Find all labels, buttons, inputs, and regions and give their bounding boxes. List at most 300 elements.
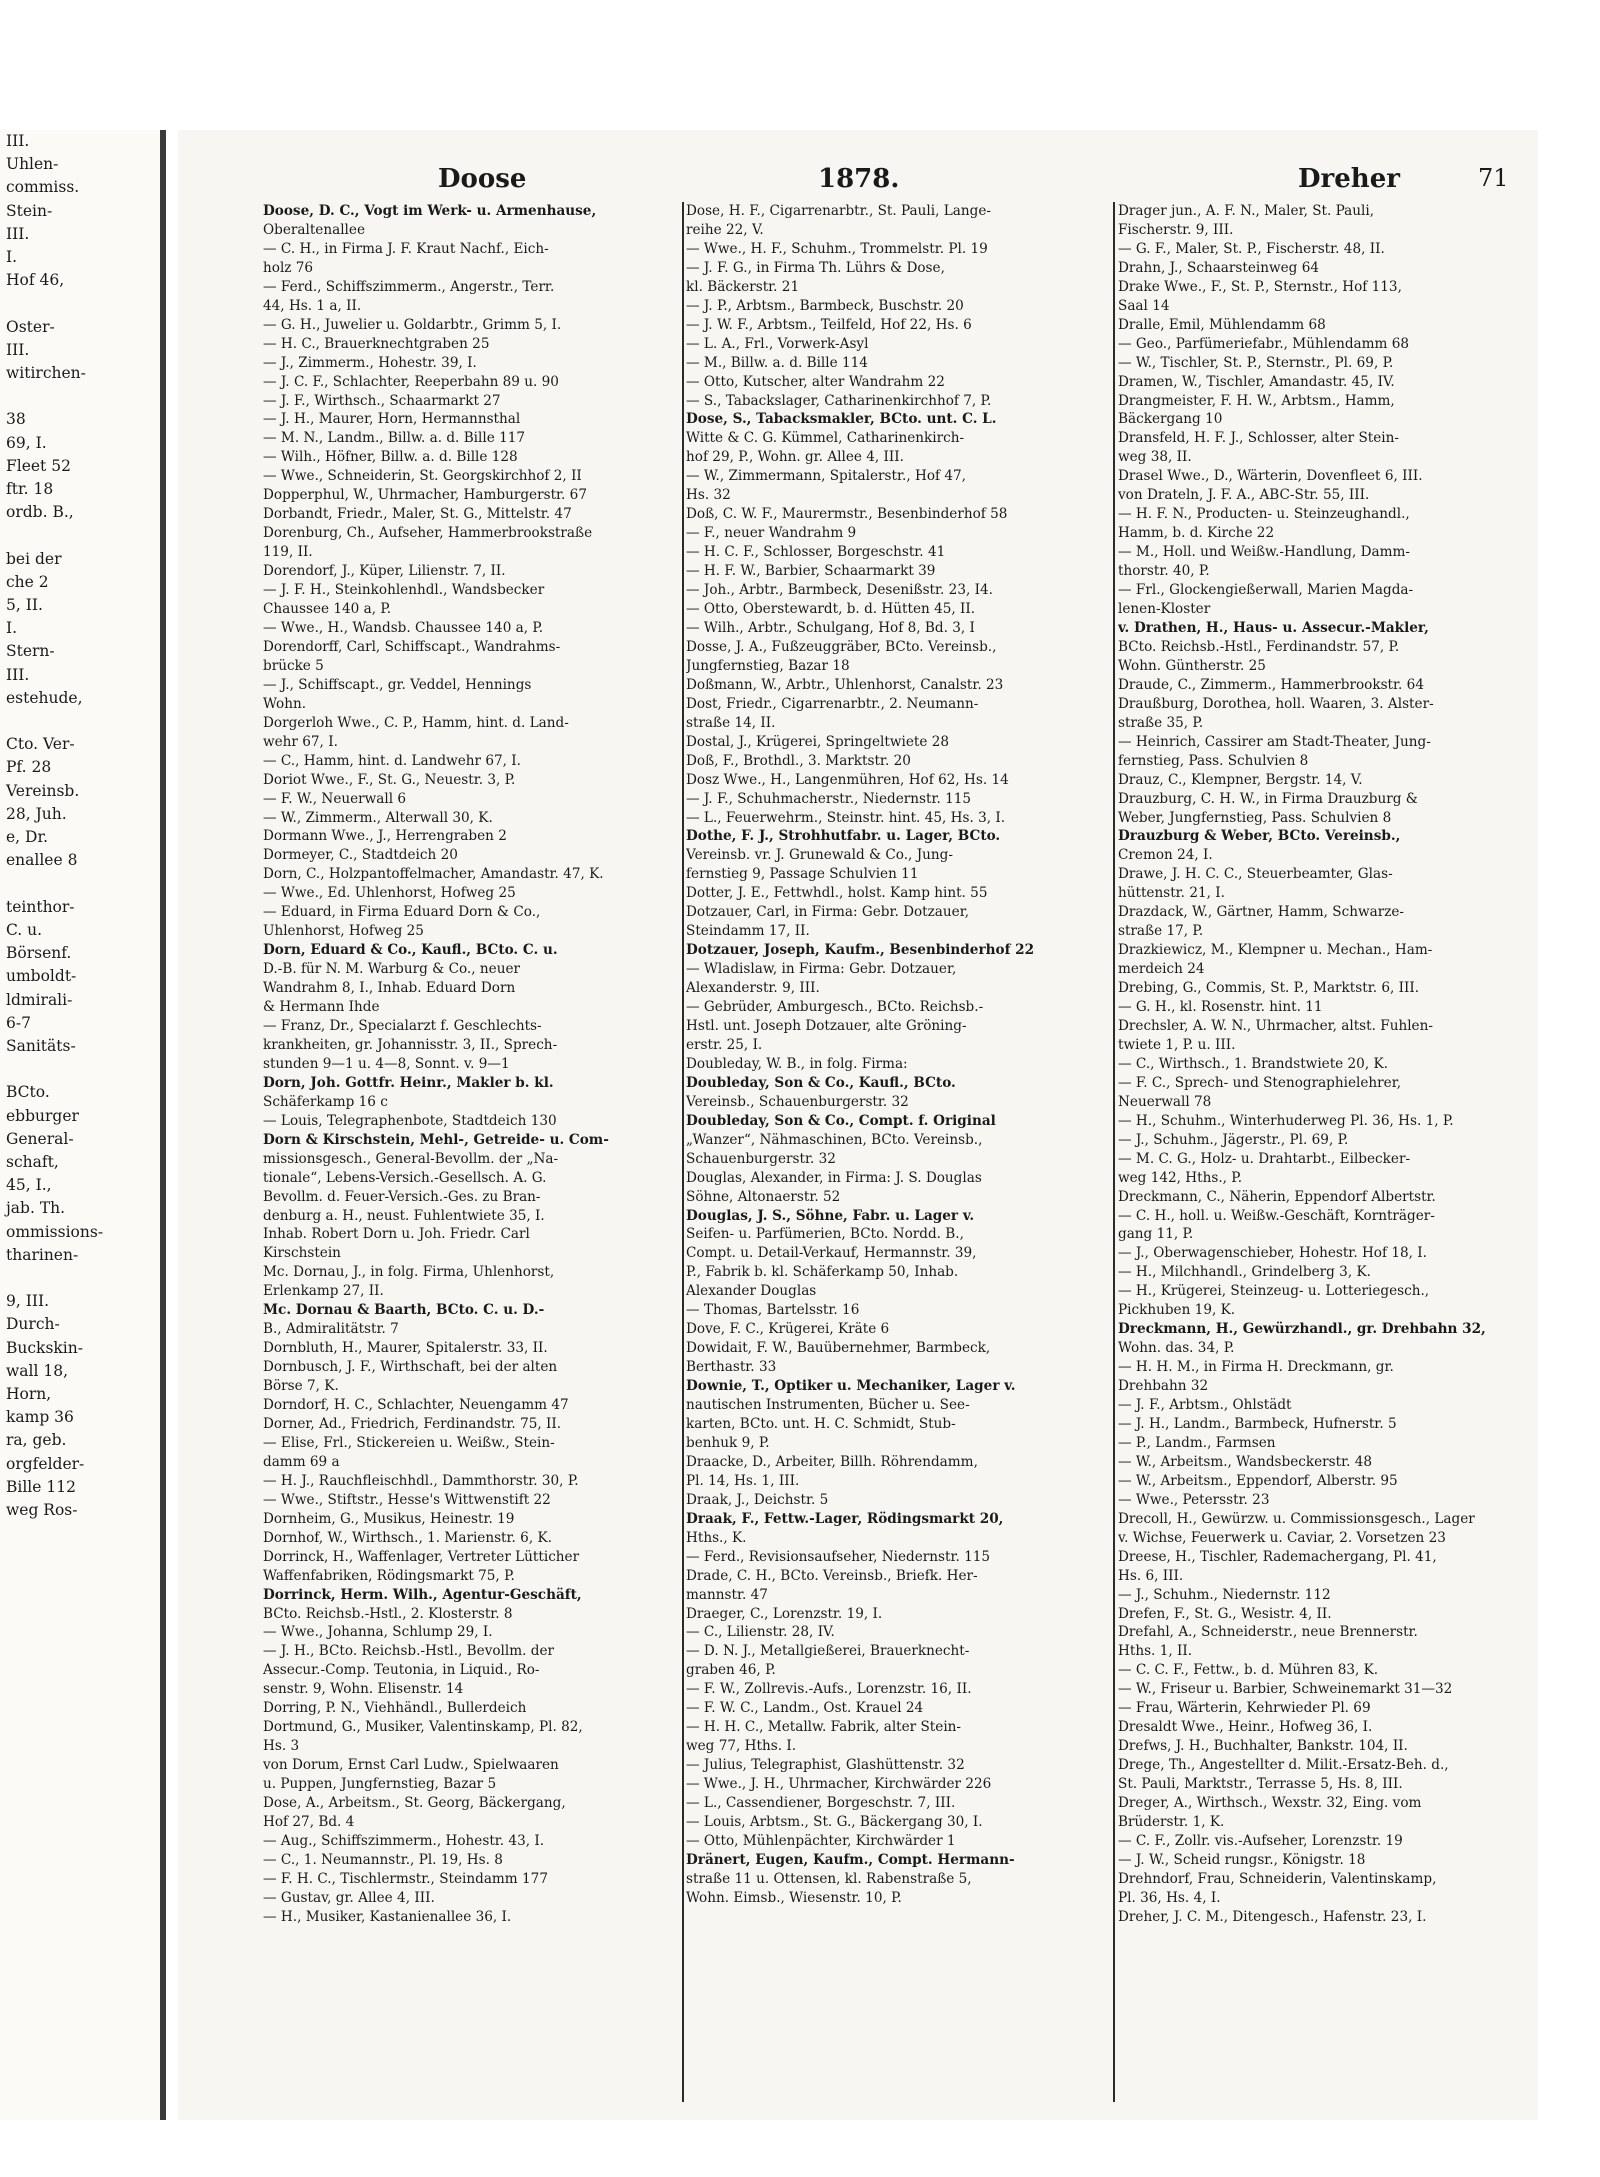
prev-page-line: C. u.: [6, 920, 43, 939]
directory-line: damm 69 a: [263, 1453, 340, 1470]
directory-line: — J., Schiffscapt., gr. Veddel, Hennings: [263, 676, 532, 693]
directory-line: Inhab. Robert Dorn u. Joh. Friedr. Carl: [263, 1226, 530, 1243]
directory-line: Drege, Th., Angestellter d. Milit.-Ersatz-Beh. d.,: [1118, 1757, 1449, 1774]
directory-line: Wohn.: [263, 695, 307, 712]
directory-line: holz 76: [263, 259, 314, 276]
prev-page-line: Durch-: [6, 1315, 60, 1334]
directory-line: — W., Arbeitsm., Eppendorf, Alberstr. 95: [1118, 1472, 1398, 1489]
directory-line: — J. C. F., Schlachter, Reeperbahn 89 u. 90: [263, 373, 559, 390]
directory-line: Dramen, W., Tischler, Amandastr. 45, IV.: [1118, 373, 1395, 390]
directory-line: Douglas, J. S., Söhne, Fabr. u. Lager v.: [686, 1207, 975, 1224]
directory-line: — H., Milchhandl., Grindelberg 3, K.: [1118, 1264, 1371, 1281]
directory-line: Drasel Wwe., D., Wärterin, Dovenfleet 6, III.: [1118, 468, 1423, 485]
directory-line: Dränert, Eugen, Kaufm., Compt. Hermann-: [686, 1851, 1015, 1868]
directory-line: 44, Hs. 1 a, II.: [263, 297, 362, 314]
prev-page-line: 38: [6, 410, 26, 429]
directory-line: weg 38, II.: [1118, 449, 1192, 466]
directory-line: erstr. 25, I.: [686, 1036, 763, 1053]
prev-page-line: ftr. 18: [6, 480, 54, 499]
directory-line: St. Pauli, Marktstr., Terrasse 5, Hs. 8, III.: [1118, 1776, 1403, 1793]
directory-line: Schäferkamp 16 c: [263, 1093, 388, 1110]
directory-line: benhuk 9, P.: [686, 1434, 770, 1451]
directory-line: Dransfeld, H. F. J., Schlosser, alter Stein-: [1118, 430, 1399, 447]
prev-page-line: III.: [6, 132, 30, 150]
directory-line: — Wwe., Schneiderin, St. Georgskirchhof 2, II: [263, 468, 582, 485]
prev-page-line: III.: [6, 224, 30, 243]
prev-page-line: Vereinsb.: [6, 781, 80, 800]
directory-line: — C., Wirthsch., 1. Brandstwiete 20, K.: [1118, 1055, 1388, 1072]
directory-line: — Gustav, gr. Allee 4, III.: [263, 1889, 435, 1906]
directory-line: — J., Schuhm., Niedernstr. 112: [1118, 1586, 1331, 1603]
directory-line: merdeich 24: [1118, 961, 1205, 978]
directory-line: Dreher, J. C. M., Ditengesch., Hafenstr. 23, I.: [1118, 1908, 1427, 1925]
directory-line: — G. F., Maler, St. P., Fischerstr. 48, II.: [1118, 240, 1385, 257]
header-first-entry: Doose: [438, 164, 527, 194]
directory-line: Hths., K.: [686, 1529, 747, 1546]
directory-line: Drauzburg & Weber, BCto. Vereinsb.,: [1118, 828, 1401, 845]
directory-line: Dorenburg, Ch., Aufseher, Hammerbrookstraße: [263, 525, 593, 542]
directory-line: — J., Schuhm., Jägerstr., Pl. 69, P.: [1118, 1131, 1349, 1148]
header-last-entry: Dreher: [1298, 164, 1400, 194]
directory-line: — C. F., Zollr. vis.-Aufseher, Lorenzstr. 19: [1118, 1832, 1403, 1849]
directory-line: — Louis, Telegraphenbote, Stadtdeich 130: [263, 1112, 557, 1129]
directory-line: von Drateln, J. F. A., ABC-Str. 55, III.: [1118, 487, 1370, 504]
directory-line: — Elise, Frl., Stickereien u. Weißw., Stein-: [263, 1434, 555, 1451]
prev-page-line: 5, II.: [6, 596, 43, 615]
directory-line: — Geo., Parfümeriefabr., Mühlendamm 68: [1118, 335, 1410, 352]
directory-line: — M., Holl. und Weißw.-Handlung, Damm-: [1118, 544, 1410, 561]
directory-line: Bevollm. d. Feuer-Versich.-Ges. zu Bran-: [263, 1188, 541, 1205]
directory-line: Drake Wwe., F., St. P., Sternstr., Hof 113,: [1118, 278, 1402, 295]
directory-line: Dormann Wwe., J., Herrengraben 2: [263, 828, 507, 845]
directory-line: — Eduard, in Firma Eduard Dorn & Co.,: [263, 904, 541, 921]
prev-page-line: ebburger: [6, 1106, 79, 1125]
directory-line: D.-B. für N. M. Warburg & Co., neuer: [263, 961, 520, 978]
directory-line: Uhlenhorst, Hofweg 25: [263, 923, 424, 940]
directory-line: — J. F., Wirthsch., Schaarmarkt 27: [263, 392, 501, 409]
directory-line: Downie, T., Optiker u. Mechaniker, Lager v.: [686, 1378, 1016, 1395]
directory-line: nautischen Instrumenten, Bücher u. See-: [686, 1397, 970, 1414]
prev-page-line: General-: [6, 1129, 74, 1148]
prev-page-line: orgfelder-: [6, 1454, 85, 1473]
prev-page-line: schaft,: [6, 1152, 59, 1171]
directory-line: Alexander Douglas: [686, 1283, 817, 1300]
directory-line: Drawe, J. H. C. C., Steuerbeamter, Glas-: [1118, 866, 1393, 883]
directory-line: Dornhof, W., Wirthsch., 1. Marienstr. 6, K.: [263, 1529, 552, 1546]
directory-line: Hstl. unt. Joseph Dotzauer, alte Gröning-: [686, 1017, 967, 1034]
directory-line: Wohn. Güntherstr. 25: [1118, 657, 1266, 674]
directory-line: — W., Friseur u. Barbier, Schweinemarkt 31—32: [1118, 1681, 1453, 1698]
directory-page: [178, 130, 1538, 2120]
directory-line: straße 35, P.: [1118, 714, 1204, 731]
previous-page-fragment: [0, 130, 166, 2120]
prev-page-line: Buckskin-: [6, 1338, 83, 1357]
prev-page-line: ldmirali-: [6, 990, 73, 1009]
directory-line: Hamm, b. d. Kirche 22: [1118, 525, 1275, 542]
directory-line: stunden 9—1 u. 4—8, Sonnt. v. 9—1: [263, 1055, 510, 1072]
prev-page-line: I.: [6, 619, 18, 638]
directory-line: Dorndorf, H. C., Schlachter, Neuengamm 47: [263, 1397, 569, 1414]
directory-line: — C., Hamm, hint. d. Landwehr 67, I.: [263, 752, 521, 769]
directory-line: Hs. 32: [686, 487, 731, 504]
prev-page-line: Hof 46,: [6, 271, 65, 290]
directory-line: — J., Oberwagenschieber, Hohestr. Hof 18, I.: [1118, 1245, 1427, 1262]
directory-line: Mc. Dornau, J., in folg. Firma, Uhlenhorst,: [263, 1264, 555, 1281]
directory-line: Dorring, P. N., Viehhändl., Bullerdeich: [263, 1700, 527, 1717]
prev-page-line: che 2: [6, 572, 49, 591]
prev-page-line: 9, III.: [6, 1292, 50, 1311]
directory-line: Doßmann, W., Arbtr., Uhlenhorst, Canalstr. 23: [686, 676, 1004, 693]
directory-line: Wandrahm 8, I., Inhab. Eduard Dorn: [263, 980, 516, 997]
directory-line: — C., 1. Neumannstr., Pl. 19, Hs. 8: [263, 1851, 503, 1868]
directory-line: Dotter, J. E., Fettwhdl., holst. Kamp hint. 55: [686, 885, 988, 902]
directory-line: & Hermann Ihde: [263, 999, 380, 1016]
prev-page-line: Bille 112: [6, 1477, 76, 1496]
directory-line: twiete 1, P. u. III.: [1118, 1036, 1236, 1053]
column-rule-left: [682, 202, 684, 2102]
page-number: 71: [1478, 164, 1509, 192]
prev-page-line: Cto. Ver-: [6, 735, 75, 754]
directory-line: Draak, J., Deichstr. 5: [686, 1491, 829, 1508]
directory-line: straße 17, P.: [1118, 923, 1204, 940]
directory-line: — Ferd., Schiffszimmerm., Angerstr., Terr.: [263, 278, 555, 295]
directory-line: — M. N., Landm., Billw. a. d. Bille 117: [263, 430, 526, 447]
directory-line: — Wwe., H., Wandsb. Chaussee 140 a, P.: [263, 619, 544, 636]
directory-line: von Dorum, Ernst Carl Ludw., Spielwaaren: [263, 1757, 559, 1774]
directory-line: Oberaltenallee: [263, 221, 365, 238]
directory-line: Vereinsb. vr. J. Grunewald & Co., Jung-: [686, 847, 953, 864]
directory-line: Hs. 6, III.: [1118, 1567, 1184, 1584]
directory-line: Dost, Friedr., Cigarrenarbtr., 2. Neumann-: [686, 695, 979, 712]
directory-line: missionsgesch., General-Bevollm. der „Na-: [263, 1150, 559, 1167]
directory-line: — J. H., BCto. Reichsb.-Hstl., Bevollm. der: [263, 1643, 555, 1660]
prev-page-line: witirchen-: [6, 364, 86, 383]
prev-page-line: Stern-: [6, 642, 55, 661]
directory-line: — Frau, Wärterin, Kehrwieder Pl. 69: [1118, 1700, 1371, 1717]
directory-line: — S., Tabackslager, Catharinenkirchhof 7, P.: [686, 392, 992, 409]
prev-page-line: Fleet 52: [6, 456, 71, 475]
directory-line: Pl. 14, Hs. 1, III.: [686, 1472, 800, 1489]
directory-line: — W., Tischler, St. P., Sternstr., Pl. 69, P.: [1118, 354, 1394, 371]
directory-line: Dorn, Joh. Gottfr. Heinr., Makler b. kl.: [263, 1074, 554, 1091]
prev-page-line: Uhlen-: [6, 155, 59, 174]
directory-line: fernstieg, Pass. Schulvien 8: [1118, 752, 1309, 769]
directory-line: gang 11, P.: [1118, 1226, 1194, 1243]
directory-line: Saal 14: [1118, 297, 1170, 314]
directory-line: — Otto, Mühlenpächter, Kirchwärder 1: [686, 1832, 956, 1849]
prev-page-line: Sanitäts-: [6, 1036, 76, 1055]
directory-line: Dose, A., Arbeitsm., St. Georg, Bäckergang,: [263, 1795, 566, 1812]
directory-line: — Wwe., Ed. Uhlenhorst, Hofweg 25: [263, 885, 516, 902]
directory-line: weg 142, Hths., P.: [1118, 1169, 1243, 1186]
directory-line: — W., Zimmermann, Spitalerstr., Hof 47,: [686, 468, 966, 485]
directory-line: Drehndorf, Frau, Schneiderin, Valentinskamp,: [1118, 1870, 1437, 1887]
directory-line: Dorn, Eduard & Co., Kaufl., BCto. C. u.: [263, 942, 558, 959]
directory-line: Dopperphul, W., Uhrmacher, Hamburgerstr. 67: [263, 487, 587, 504]
directory-line: Drahn, J., Schaarsteinweg 64: [1118, 259, 1319, 276]
prev-page-line: enallee 8: [6, 851, 78, 870]
directory-line: — H., Krügerei, Steinzeug- u. Lotteriegesch.,: [1118, 1283, 1430, 1300]
directory-line: — Gebrüder, Amburgesch., BCto. Reichsb.-: [686, 999, 984, 1016]
directory-line: Doubleday, W. B., in folg. Firma:: [686, 1055, 908, 1072]
prev-page-line: weg Ros-: [6, 1500, 78, 1519]
directory-line: Doubleday, Son & Co., Compt. f. Original: [686, 1112, 996, 1129]
directory-line: — C., Lilienstr. 28, IV.: [686, 1624, 835, 1641]
directory-line: Dothe, F. J., Strohhutfabr. u. Lager, BCto.: [686, 828, 1001, 845]
directory-line: Douglas, Alexander, in Firma: J. S. Douglas: [686, 1169, 982, 1186]
prev-page-line: [0, 873, 166, 896]
directory-line: hof 29, P., Wohn. gr. Allee 4, III.: [686, 449, 904, 466]
prev-page-line: ordb. B.,: [6, 503, 74, 522]
directory-line: Dornheim, G., Musikus, Heinestr. 19: [263, 1510, 515, 1527]
prev-page-line: Oster-: [6, 317, 55, 336]
directory-line: thorstr. 40, P.: [1118, 563, 1210, 580]
directory-line: Pickhuben 19, K.: [1118, 1302, 1236, 1319]
directory-line: Doose, D. C., Vogt im Werk- u. Armenhause,: [263, 203, 597, 219]
directory-line: weg 77, Hths. I.: [686, 1738, 797, 1755]
column-3: [1118, 202, 1526, 1927]
column-1: [263, 202, 681, 1927]
directory-line: Jungfernstieg, Bazar 18: [686, 657, 850, 674]
directory-line: Drefen, F., St. G., Wesistr. 4, II.: [1118, 1605, 1332, 1622]
directory-line: Draacke, D., Arbeiter, Billh. Röhrendamm,: [686, 1453, 978, 1470]
directory-line: Doubleday, Son & Co., Kaufl., BCto.: [686, 1074, 956, 1091]
directory-line: Draak, F., Fettw.-Lager, Rödingsmarkt 20,: [686, 1510, 1004, 1527]
prev-page-line: Börsenf.: [6, 944, 72, 963]
directory-line: Dornbluth, H., Maurer, Spitalerstr. 33, II.: [263, 1340, 548, 1357]
directory-line: Kirschstein: [263, 1245, 341, 1262]
prev-page-line: III.: [6, 665, 30, 684]
directory-line: — Wwe., J. H., Uhrmacher, Kirchwärder 226: [686, 1776, 992, 1793]
prev-page-line: [0, 1058, 166, 1081]
directory-line: — P., Landm., Farmsen: [1118, 1434, 1276, 1451]
directory-line: Dove, F. C., Krügerei, Kräte 6: [686, 1321, 890, 1338]
directory-line: straße 11 u. Ottensen, kl. Rabenstraße 5,: [686, 1870, 972, 1887]
prev-page-line: Horn,: [6, 1384, 52, 1403]
directory-line: — L., Feuerwehrm., Steinstr. hint. 45, Hs. 3, I.: [686, 809, 1006, 826]
directory-line: v. Drathen, H., Haus- u. Assecur.-Makler,: [1118, 619, 1429, 636]
directory-line: Dorendorf, J., Küper, Lilienstr. 7, II.: [263, 563, 506, 580]
directory-line: Drechsler, A. W. N., Uhrmacher, altst. Fuhlen-: [1118, 1017, 1433, 1034]
directory-line: Compt. u. Detail-Verkauf, Hermannstr. 39,: [686, 1245, 977, 1262]
directory-line: B., Admiralitätstr. 7: [263, 1321, 399, 1338]
directory-line: P., Fabrik b. kl. Schäferkamp 50, Inhab.: [686, 1264, 959, 1281]
directory-line: — Otto, Oberstewardt, b. d. Hütten 45, II.: [686, 601, 976, 618]
directory-line: — Louis, Arbtsm., St. G., Bäckergang 30, I.: [686, 1814, 983, 1831]
prev-page-line: commiss.: [6, 178, 80, 197]
directory-line: u. Puppen, Jungfernstieg, Bazar 5: [263, 1776, 497, 1793]
directory-line: Dotzauer, Carl, in Firma: Gebr. Dotzauer,: [686, 904, 970, 921]
directory-line: brücke 5: [263, 657, 324, 674]
directory-line: Dotzauer, Joseph, Kaufm., Besenbinderhof 22: [686, 942, 1035, 959]
directory-line: Drade, C. H., BCto. Vereinsb., Briefk. Her-: [686, 1567, 978, 1584]
directory-line: denburg a. H., neust. Fuhlentwiete 35, I.: [263, 1207, 545, 1224]
prev-page-line: 6-7: [6, 1013, 31, 1032]
directory-line: Dralle, Emil, Mühlendamm 68: [1118, 316, 1326, 333]
directory-line: v. Wichse, Feuerwerk u. Caviar, 2. Vorsetzen 23: [1118, 1529, 1446, 1546]
directory-line: Dosse, J. A., Fußzeuggräber, BCto. Vereinsb.,: [686, 638, 997, 655]
prev-page-line: jab. Th.: [6, 1199, 66, 1218]
directory-line: Chaussee 140 a, P.: [263, 601, 392, 618]
directory-line: Dorner, Ad., Friedrich, Ferdinandstr. 75, II.: [263, 1416, 562, 1432]
directory-line: Dosz Wwe., H., Langenmühren, Hof 62, Hs. 14: [686, 771, 1009, 788]
prev-page-line: BCto.: [6, 1083, 50, 1102]
directory-line: Steindamm 17, II.: [686, 923, 810, 940]
directory-line: — Julius, Telegraphist, Glashüttenstr. 32: [686, 1757, 965, 1774]
directory-line: — C. C. F., Fettw., b. d. Mühren 83, K.: [1118, 1662, 1379, 1679]
directory-line: Dorn & Kirschstein, Mehl-, Getreide- u. Com-: [263, 1131, 609, 1148]
directory-line: Dorrinck, Herm. Wilh., Agentur-Geschäft,: [263, 1586, 582, 1603]
directory-line: krankheiten, gr. Johannisstr. 3, II., Sprech-: [263, 1036, 558, 1053]
directory-line: — Ferd., Revisionsaufseher, Niedernstr. 115: [686, 1548, 991, 1565]
prev-page-line: 28, Juh.: [6, 804, 67, 823]
running-header: [178, 164, 1538, 198]
directory-line: wehr 67, I.: [263, 733, 338, 750]
prev-page-line: [0, 385, 166, 408]
directory-line: Dreese, H., Tischler, Rademachergang, Pl. 41,: [1118, 1548, 1437, 1565]
directory-line: lenen-Kloster: [1118, 601, 1211, 618]
directory-line: — J. F. G., in Firma Th. Lührs & Dose,: [686, 259, 945, 276]
directory-line: — J. F. H., Steinkohlenhdl., Wandsbecker: [263, 582, 545, 599]
directory-line: Dowidait, F. W., Bauübernehmer, Barmbeck,: [686, 1340, 991, 1357]
directory-line: Dreckmann, H., Gewürzhandl., gr. Drehbahn 32,: [1118, 1321, 1486, 1338]
directory-line: Drazkiewicz, M., Klempner u. Mechan., Ham-: [1118, 942, 1433, 959]
directory-line: — L., Cassendiener, Borgeschstr. 7, III.: [686, 1795, 956, 1812]
directory-line: — G. H., kl. Rosenstr. hint. 11: [1118, 999, 1323, 1016]
directory-line: — H. F. N., Producten- u. Steinzeughandl.,: [1118, 506, 1410, 523]
directory-line: Drebing, G., Commis, St. P., Marktstr. 6, III.: [1118, 980, 1420, 997]
directory-line: senstr. 9, Wohn. Elisenstr. 14: [263, 1681, 464, 1698]
prev-page-line: III.: [6, 340, 30, 359]
directory-line: Witte & C. G. Kümmel, Catharinenkirch-: [686, 430, 965, 447]
prev-page-line: estehude,: [6, 688, 83, 707]
directory-line: — W., Arbeitsm., Wandsbeckerstr. 48: [1118, 1453, 1373, 1470]
directory-line: Bäckergang 10: [1118, 411, 1223, 428]
directory-line: Wohn. Eimsb., Wiesenstr. 10, P.: [686, 1889, 902, 1906]
directory-line: Doriot Wwe., F., St. G., Neuestr. 3, P.: [263, 771, 516, 788]
directory-line: — Frl., Glockengießerwall, Marien Magda-: [1118, 582, 1414, 599]
directory-line: — F. W., Neuerwall 6: [263, 790, 407, 807]
directory-line: — Wilh., Höfner, Billw. a. d. Bille 128: [263, 449, 518, 466]
directory-line: — Wilh., Arbtr., Schulgang, Hof 8, Bd. 3, I: [686, 619, 975, 636]
prev-page-line: [0, 524, 166, 547]
directory-line: Drangmeister, F. H. W., Arbtsm., Hamm,: [1118, 392, 1395, 409]
directory-line: Vereinsb., Schauenburgerstr. 32: [686, 1093, 909, 1110]
directory-line: Dreckmann, C., Näherin, Eppendorf Albertstr.: [1118, 1188, 1436, 1205]
directory-line: BCto. Reichsb.-Hstl., Ferdinandstr. 57, P.: [1118, 638, 1400, 655]
directory-line: Waffenfabriken, Rödingsmarkt 75, P.: [263, 1567, 515, 1584]
directory-line: — H. C., Brauerknechtgraben 25: [263, 335, 490, 352]
directory-line: — H. J., Rauchfleischhdl., Dammthorstr. 30, P.: [263, 1472, 579, 1489]
directory-line: Berthastr. 33: [686, 1359, 777, 1376]
directory-line: — Franz, Dr., Specialarzt f. Geschlechts-: [263, 1017, 542, 1034]
directory-line: Dorn, C., Holzpantoffelmacher, Amandastr. 47, K.: [263, 866, 604, 883]
directory-line: Dresaldt Wwe., Heinr., Hofweg 36, I.: [1118, 1719, 1373, 1736]
directory-line: kl. Bäckerstr. 21: [686, 278, 800, 295]
prev-page-line: Stein-: [6, 201, 53, 220]
directory-line: Mc. Dornau & Baarth, BCto. C. u. D.-: [263, 1302, 545, 1319]
directory-line: reihe 22, V.: [686, 221, 764, 238]
directory-line: — Aug., Schiffszimmerm., Hohestr. 43, I.: [263, 1832, 545, 1849]
directory-line: Weber, Jungfernstieg, Pass. Schulvien 8: [1118, 809, 1392, 826]
directory-line: Drazdack, W., Gärtner, Hamm, Schwarze-: [1118, 904, 1404, 921]
directory-line: Schauenburgerstr. 32: [686, 1150, 836, 1167]
directory-line: — Otto, Kutscher, alter Wandrahm 22: [686, 373, 945, 390]
directory-line: — C. H., holl. u. Weißw.-Geschäft, Kornträger-: [1118, 1207, 1435, 1224]
directory-line: — Joh., Arbtr., Barmbeck, Desenißstr. 23, I4.: [686, 582, 993, 599]
directory-line: — F. H. C., Tischlermstr., Steindamm 177: [263, 1870, 548, 1887]
directory-line: — D. N. J., Metallgießerei, Brauerknecht-: [686, 1643, 970, 1660]
directory-line: karten, BCto. unt. H. C. Schmidt, Stub-: [686, 1416, 956, 1432]
directory-line: straße 14, II.: [686, 714, 776, 731]
directory-line: Drehbahn 32: [1118, 1378, 1209, 1395]
directory-line: — F. C., Sprech- und Stenographielehrer,: [1118, 1074, 1402, 1091]
directory-line: Hof 27, Bd. 4: [263, 1814, 355, 1831]
directory-line: — J. H., Maurer, Horn, Hermannsthal: [263, 411, 521, 428]
prev-page-line: 45, I.,: [6, 1176, 52, 1195]
directory-line: Dormeyer, C., Stadtdeich 20: [263, 847, 458, 864]
prev-page-line: wall 18,: [6, 1361, 68, 1380]
prev-page-line: e, Dr.: [6, 828, 49, 847]
column-2: [686, 202, 1111, 1908]
prev-page-line: Pf. 28: [6, 758, 52, 777]
directory-line: — H. H. M., in Firma H. Dreckmann, gr.: [1118, 1359, 1394, 1376]
directory-line: — F. W., Zollrevis.-Aufs., Lorenzstr. 16, II.: [686, 1681, 972, 1698]
directory-line: — Wwe., Petersstr. 23: [1118, 1491, 1270, 1508]
directory-line: Wohn. das. 34, P.: [1118, 1340, 1235, 1357]
directory-line: Seifen- u. Parfümerien, BCto. Nordd. B.,: [686, 1226, 964, 1243]
directory-line: — J. H., Landm., Barmbeck, Hufnerstr. 5: [1118, 1416, 1397, 1432]
directory-line: Cremon 24, I.: [1118, 847, 1213, 864]
prev-page-line: ommissions-: [6, 1222, 104, 1241]
directory-line: Brüderstr. 1, K.: [1118, 1814, 1225, 1831]
directory-line: Dorendorff, Carl, Schiffscapt., Wandrahms-: [263, 638, 561, 655]
directory-line: hüttenstr. 21, I.: [1118, 885, 1225, 902]
directory-line: Draude, C., Zimmerm., Hammerbrookstr. 64: [1118, 676, 1424, 693]
column-rule-right: [1113, 202, 1115, 2102]
directory-line: — H. C. F., Schlosser, Borgeschstr. 41: [686, 544, 946, 561]
directory-line: — Heinrich, Cassirer am Stadt-Theater, Jung-: [1118, 733, 1431, 750]
prev-page-line: 69, I.: [6, 433, 47, 452]
directory-line: Dreger, A., Wirthsch., Wexstr. 32, Eing. vom: [1118, 1795, 1422, 1812]
prev-page-lines: [0, 130, 166, 1522]
directory-line: — J., Zimmerm., Hohestr. 39, I.: [263, 354, 477, 371]
directory-line: — J. W., Scheid rungsr., Königstr. 18: [1118, 1851, 1366, 1868]
directory-line: fernstieg 9, Passage Schulvien 11: [686, 866, 919, 883]
directory-line: Draeger, C., Lorenzstr. 19, I.: [686, 1605, 883, 1622]
directory-line: Dose, H. F., Cigarrenarbtr., St. Pauli, Lange-: [686, 203, 991, 219]
prev-page-line: I.: [6, 248, 18, 267]
directory-line: Hths. 1, II.: [1118, 1643, 1193, 1660]
directory-line: — Thomas, Bartelsstr. 16: [686, 1302, 860, 1319]
directory-line: — H., Musiker, Kastanienallee 36, I.: [263, 1908, 512, 1925]
directory-line: — L. A., Frl., Vorwerk-Asyl: [686, 335, 869, 352]
directory-line: — G. H., Juwelier u. Goldarbtr., Grimm 5, I.: [263, 316, 562, 333]
directory-line: Dorrinck, H., Waffenlager, Vertreter Lütticher: [263, 1548, 580, 1565]
directory-line: Dornbusch, J. F., Wirthschaft, bei der alten: [263, 1359, 558, 1376]
directory-line: — C. H., in Firma J. F. Kraut Nachf., Eich-: [263, 240, 549, 257]
prev-page-line: [0, 1267, 166, 1290]
page-gutter: [160, 130, 166, 2120]
prev-page-line: kamp 36: [6, 1408, 74, 1427]
directory-line: — H. F. W., Barbier, Schaarmarkt 39: [686, 563, 936, 580]
directory-line: BCto. Reichsb.-Hstl., 2. Klosterstr. 8: [263, 1605, 513, 1622]
directory-line: mannstr. 47: [686, 1586, 768, 1603]
directory-line: — F., neuer Wandrahm 9: [686, 525, 857, 542]
directory-line: Draußburg, Dorothea, holl. Waaren, 3. Alster-: [1118, 695, 1434, 712]
prev-page-line: [0, 710, 166, 733]
directory-line: Fischerstr. 9, III.: [1118, 221, 1234, 238]
